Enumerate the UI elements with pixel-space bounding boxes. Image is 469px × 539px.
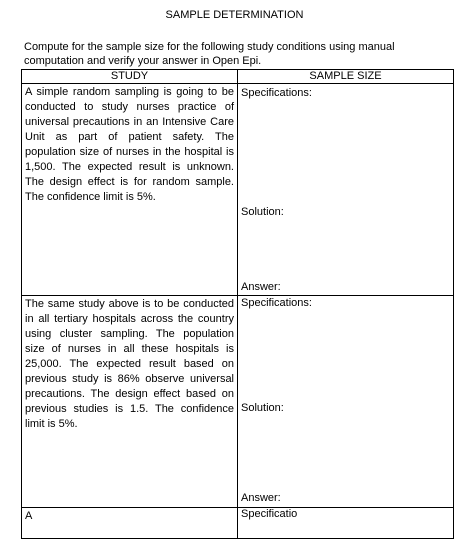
specifications-label: Specificatio [241,508,298,520]
study-column-header: STUDY [22,70,238,84]
instructions-paragraph: Compute for the sample size for the following study conditions using manual computation and verify your answer in Open Epi. [24,41,395,67]
study-description: A simple random sampling is going to be conducted to study nurses practice of universal precautions in an Intensive Care Unit as part of patient safety. The population size of nurses in the hospital is 1,500. The expected result is unknown. The design effect is for random sample. The confidence limit is 5%. [25,86,234,203]
table-row [22,84,454,296]
sample-size-column-header: SAMPLE SIZE [238,70,454,84]
sample-size-cell [238,508,454,539]
study-cell [22,296,238,508]
study-cell [22,84,238,296]
answer-label: Answer: [241,281,281,293]
solution-label: Solution: [241,206,284,218]
sample-size-cell [238,296,454,508]
study-cell [22,508,238,539]
answer-label: Answer: [241,492,281,504]
study-description: A [25,510,33,522]
table-row [22,508,454,539]
sample-size-cell [238,84,454,296]
specifications-label: Specifications: [241,297,312,309]
solution-label: Solution: [241,402,284,414]
sample-size-table [21,69,454,539]
table-row [22,296,454,508]
study-description: The same study above is to be conducted in all tertiary hospitals across the country using cluster sampling. The population size of nurses in all these hospitals is 25,000. The expected result based on previous study is 86% observe universal precautions. The design effect based on previous studies is 1.5. The confidence limit is 5%. [25,298,234,430]
page-title: SAMPLE DETERMINATION [165,9,304,21]
specifications-label: Specifications: [241,87,312,99]
